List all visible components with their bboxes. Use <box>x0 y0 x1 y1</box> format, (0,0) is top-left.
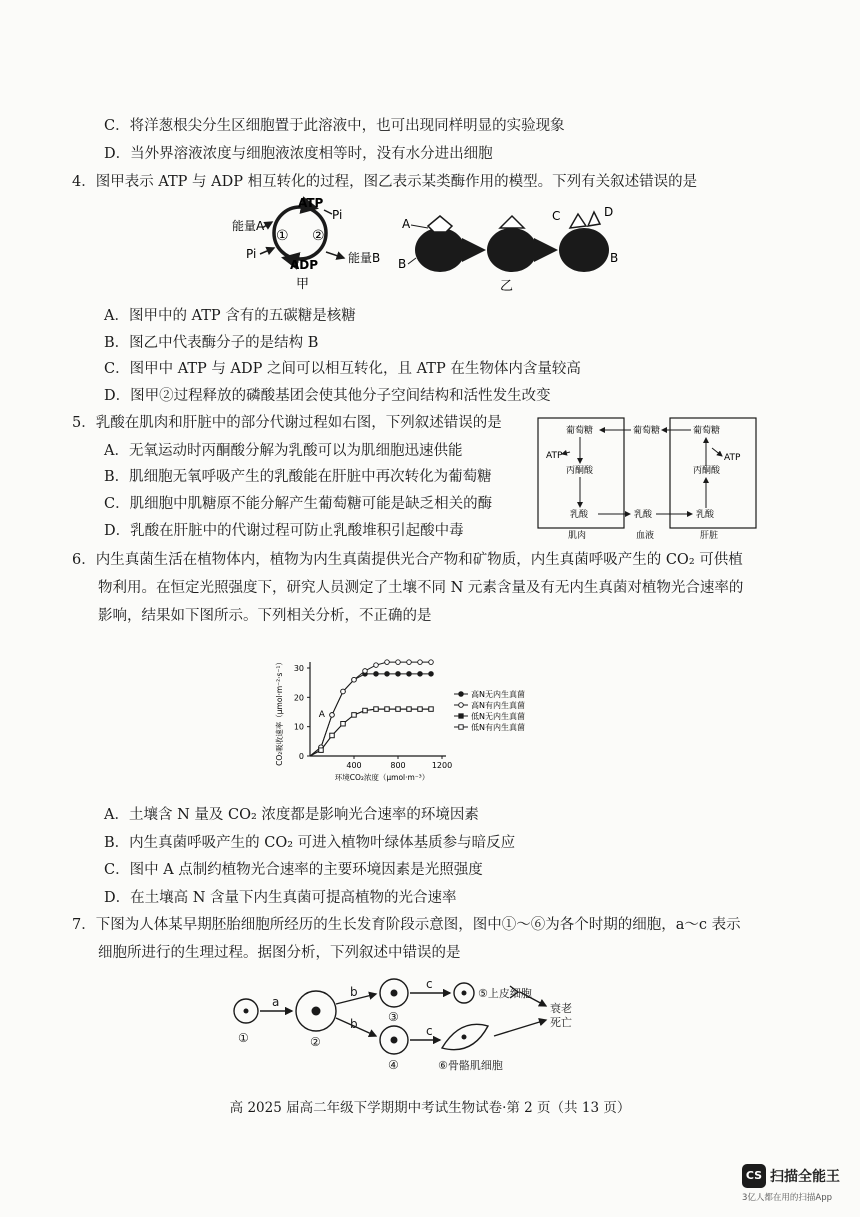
muscle-glucose: 葡萄糖 <box>566 426 594 436</box>
chart-legend <box>454 689 525 732</box>
process-a: a <box>272 995 280 1009</box>
q5-lactate-metabolism-diagram <box>536 416 764 541</box>
blood-label: 血液 <box>636 531 655 541</box>
enzyme-label-b2: B <box>610 251 619 265</box>
q6-stem-line1: 6．内生真菌生活在植物体内，植物为内生真菌提供光合产物和矿物质，内生真菌呼吸产生的 CO₂ 可供植 <box>72 552 743 568</box>
enzyme-label-d: D <box>604 205 614 219</box>
x-tick-label: 800 <box>390 761 406 770</box>
chart-axes <box>274 658 452 782</box>
q7-cell-development-diagram <box>228 976 588 1076</box>
data-point <box>330 713 335 718</box>
q3-option-d: D．当外界溶液浓度与细胞液浓度相等时，没有水分进出细胞 <box>104 146 493 162</box>
muscle-lactate: 乳酸 <box>570 510 589 520</box>
data-point <box>418 660 423 665</box>
step2-label: ② <box>312 228 325 244</box>
x-tick-label: 1200 <box>431 761 453 770</box>
q4-option-c: C．图甲中 ATP 与 ADP 之间可以相互转化，且 ATP 在生物体内含量较高 <box>104 361 581 377</box>
pi-right-label: Pi <box>332 208 343 222</box>
blood-glucose: 葡萄糖 <box>633 426 661 436</box>
q6-stem-line2: 物利用。在恒定光照强度下，研究人员测定了土壤不同 N 元素含量及有无内生真菌对植物光合速率的 <box>98 580 744 596</box>
atp-adp-cycle-diagram <box>232 196 380 292</box>
data-point <box>459 714 463 718</box>
data-point <box>396 707 400 711</box>
x-tick-label: 400 <box>346 761 362 770</box>
q6-option-c: C．图中 A 点制约植物光合速率的主要环境因素是光照强度 <box>104 862 483 878</box>
liver-glucose: 葡萄糖 <box>693 426 721 436</box>
data-point <box>352 713 356 717</box>
scanner-app-name: 扫描全能王 <box>770 1169 840 1185</box>
q6-stem-line3: 影响，结果如下图所示。下列相关分析，不正确的是 <box>98 608 432 624</box>
process-c2: c <box>426 1024 433 1038</box>
data-point <box>396 672 401 677</box>
step1-label: ① <box>276 228 289 244</box>
scanner-logo-icon: CS <box>742 1164 766 1188</box>
q4-option-b: B．图乙中代表酶分子的是结构 B <box>104 335 319 351</box>
data-point <box>363 669 368 674</box>
cell-1-label: ① <box>238 1031 249 1045</box>
data-point <box>374 663 379 668</box>
chart-series <box>310 660 433 756</box>
muscle-pyruvate: 丙酮酸 <box>566 466 594 476</box>
legend-label: 低N有内生真菌 <box>471 723 525 732</box>
data-point <box>341 689 346 694</box>
q6-option-b: B．内生真菌呼吸产生的 CO₂ 可进入植物叶绿体基质参与暗反应 <box>104 835 516 851</box>
scanner-watermark <box>742 1164 842 1204</box>
legend-label: 低N无内生真菌 <box>471 712 525 721</box>
data-point <box>429 707 433 711</box>
q6-option-d: D．在土壤高 N 含量下内生真菌可提高植物的光合速率 <box>104 890 457 906</box>
q4-option-a: A．图甲中的 ATP 含有的五碳糖是核糖 <box>104 308 356 324</box>
scanner-tagline: 3亿人都在用的扫描App <box>742 1193 833 1203</box>
legend-label: 高N无内生真菌 <box>471 690 525 699</box>
q6-option-a: A．土壤含 N 量及 CO₂ 浓度都是影响光合速率的环境因素 <box>104 807 479 823</box>
q5-option-c: C．肌细胞中肌糖原不能分解产生葡萄糖可能是缺乏相关的酶 <box>104 496 493 512</box>
data-point <box>330 733 334 737</box>
q7-stem-line1: 7．下图为人体某早期胚胎细胞所经历的生长发育阶段示意图，图中①～⑥为各个时期的细胞，a～c 表示 <box>72 917 741 933</box>
q4-figure <box>220 192 619 294</box>
process-b2: b <box>350 1017 358 1031</box>
death-label: 死亡 <box>550 1016 572 1029</box>
cell-3-label: ③ <box>388 1010 399 1024</box>
enzyme-label-a: A <box>402 217 411 231</box>
q4-option-d: D．图甲②过程释放的磷酸基团会使其他分子空间结构和活性发生改变 <box>104 388 551 404</box>
data-point <box>407 660 412 665</box>
q3-option-c: C．将洋葱根尖分生区细胞置于此溶液中，也可出现同样明显的实验现象 <box>104 118 565 134</box>
data-point <box>429 660 434 665</box>
blood-lactate: 乳酸 <box>634 510 653 520</box>
q5-option-a: A．无氧运动时丙酮酸分解为乳酸可以为肌细胞迅速供能 <box>104 443 463 459</box>
process-b1: b <box>350 985 358 999</box>
process-c1: c <box>426 977 433 991</box>
liver-pyruvate: 丙酮酸 <box>693 466 721 476</box>
pi-left-label: Pi <box>246 247 257 261</box>
cell-4-label: ④ <box>388 1058 399 1072</box>
cell-5-label: ⑤上皮细胞 <box>478 987 532 1000</box>
cell-6-label: ⑥骨骼肌细胞 <box>438 1059 503 1072</box>
data-point <box>352 677 357 682</box>
q4-stem: 4．图甲表示 ATP 与 ADP 相互转化的过程，图乙表示某类酶作用的模型。下列有关叙述错误的是 <box>72 174 698 190</box>
q6-co2-uptake-chart <box>268 648 558 784</box>
enzyme-shape-3 <box>559 228 609 272</box>
y-tick-label: 0 <box>298 752 304 761</box>
enzyme-shape-2 <box>487 228 537 272</box>
data-point <box>418 672 423 677</box>
data-point <box>459 703 464 708</box>
legend-label: 高N有内生真菌 <box>471 701 525 710</box>
series-line <box>310 709 431 756</box>
enzyme-label-b: B <box>398 257 407 271</box>
y-tick-label: 20 <box>293 693 304 703</box>
data-point <box>429 672 434 677</box>
enzyme-model-diagram <box>398 205 618 294</box>
series-line <box>310 674 431 756</box>
q5-option-d: D．乳酸在肝脏中的代谢过程可防止乳酸堆积引起酸中毒 <box>104 523 464 539</box>
data-point <box>341 722 345 726</box>
data-point <box>319 748 323 752</box>
muscle-label: 肌肉 <box>568 531 587 541</box>
enzyme-shape-1 <box>415 228 465 272</box>
data-point <box>385 660 390 665</box>
y-tick-label: 30 <box>293 664 304 673</box>
q5-option-b: B．肌细胞无氧呼吸产生的乳酸能在肝脏中再次转化为葡萄糖 <box>104 469 492 485</box>
cell-2-label: ② <box>310 1035 321 1049</box>
data-point <box>407 707 411 711</box>
liver-label: 肝脏 <box>700 531 719 541</box>
substrate-shape <box>428 216 452 232</box>
aging-label: 衰老 <box>550 1002 572 1015</box>
adp-label: ADP <box>290 258 319 272</box>
energy-a-label: 能量A <box>232 219 265 233</box>
enzyme-label-c: C <box>552 209 561 223</box>
muscle-atp: ATP <box>546 451 563 461</box>
data-point <box>459 692 464 697</box>
data-point <box>418 707 422 711</box>
q7-stem-line2: 细胞所进行的生理过程。据图分析，下列叙述中错误的是 <box>98 945 461 961</box>
figure-yi-caption: 乙 <box>500 279 514 294</box>
data-point <box>459 725 463 729</box>
liver-lactate: 乳酸 <box>696 510 715 520</box>
data-point <box>385 707 389 711</box>
energy-b-label: 能量B <box>348 251 381 265</box>
y-tick-label: 10 <box>293 722 304 732</box>
figure-jia-caption: 甲 <box>296 277 310 292</box>
y-axis-label: CO₂吸收速率（μmol·m⁻²·s⁻¹） <box>275 658 284 766</box>
point-a-label: A <box>318 709 325 720</box>
x-axis-label: 环境CO₂浓度（μmol·m⁻³） <box>334 773 430 782</box>
data-point <box>396 660 401 665</box>
liver-atp: ATP <box>724 453 741 463</box>
atp-label: ATP <box>298 196 324 210</box>
data-point <box>407 672 412 677</box>
data-point <box>385 672 390 677</box>
q5-stem: 5．乳酸在肌肉和肝脏中的部分代谢过程如右图，下列叙述错误的是 <box>72 415 502 431</box>
series-line <box>310 709 431 756</box>
data-point <box>374 672 379 677</box>
data-point <box>374 707 378 711</box>
page-footer: 高 2025 届高二年级下学期期中考试生物试卷·第 2 页（共 13 页） <box>229 1100 631 1116</box>
data-point <box>363 708 367 712</box>
